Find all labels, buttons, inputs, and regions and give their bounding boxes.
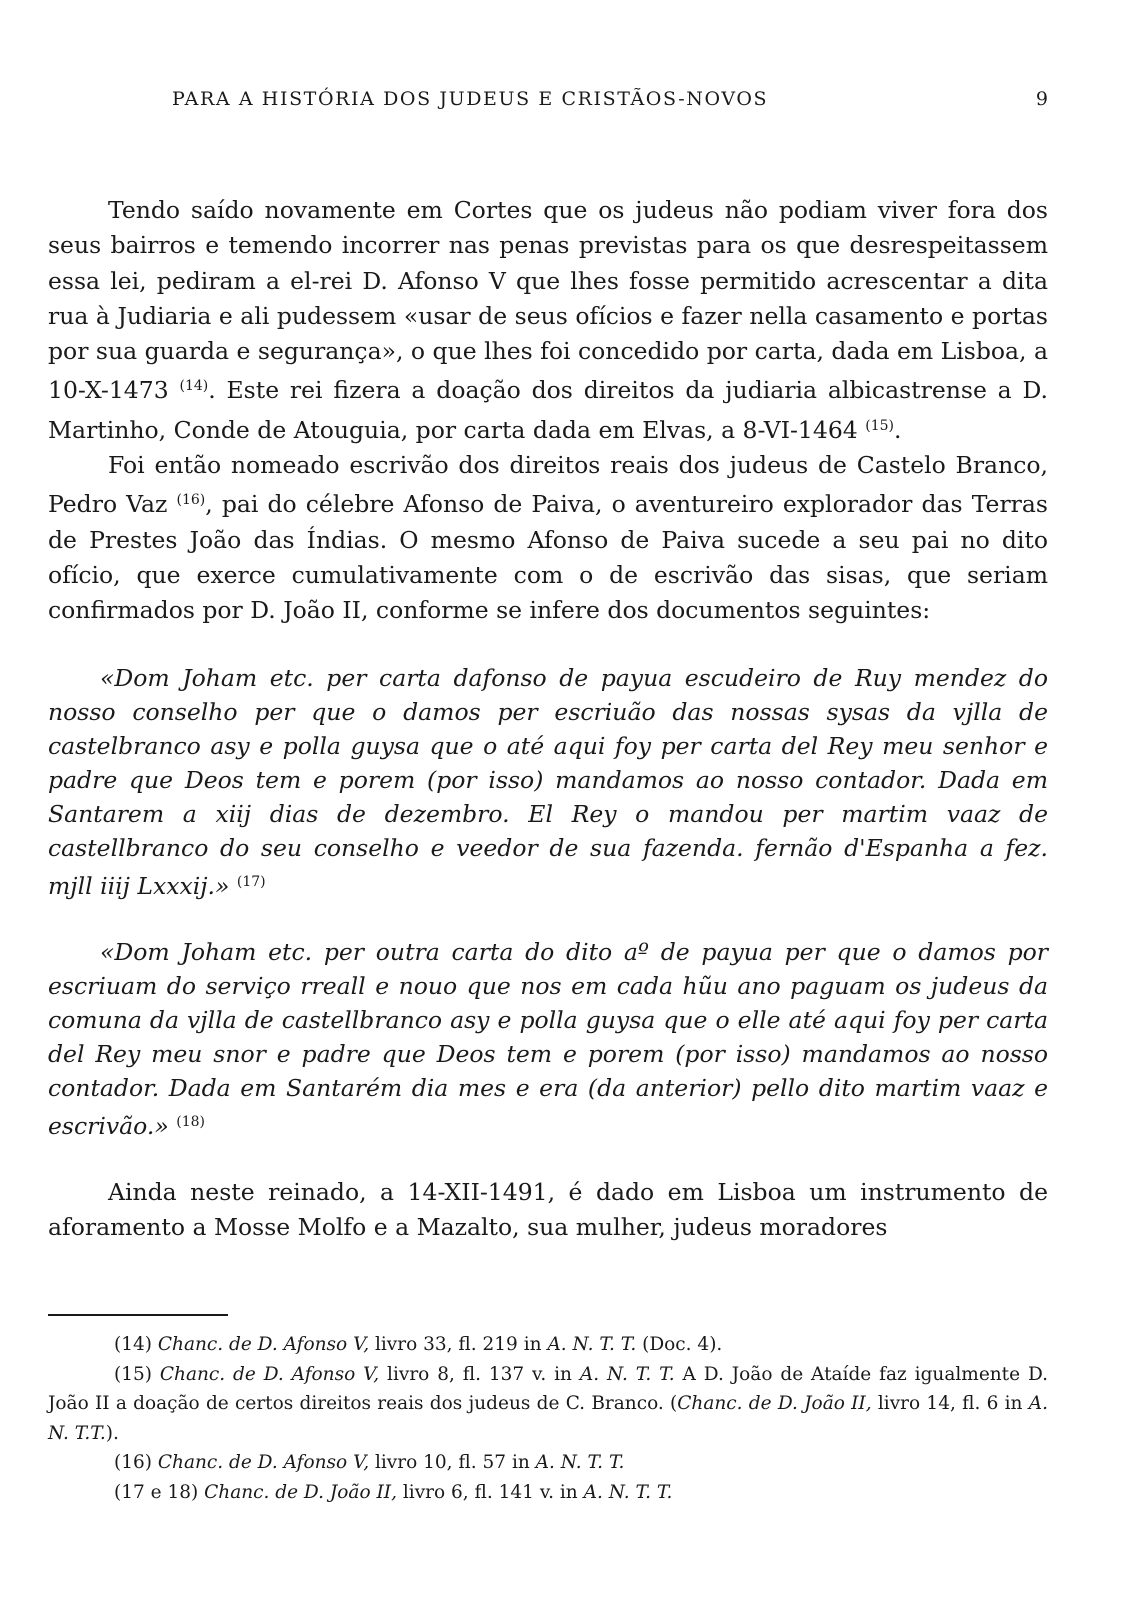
- quote-document-1: [48, 661, 1048, 903]
- footnote-rule: [48, 1314, 228, 1316]
- footnote-text: A D. João de Ataíde faz igualmente D. João II a doação de certos direitos reais dos judeus de C. Branco. (: [48, 1363, 1049, 1414]
- footnote-archive: A. N. T.T.: [48, 1393, 1048, 1444]
- footnote-ref-17: (17): [236, 873, 266, 890]
- footnote-text: livro 6, fl. 141 v. in: [402, 1481, 578, 1503]
- footnote-14: [48, 1330, 1048, 1360]
- running-title: PARA A HISTÓRIA DOS JUDEUS E CRISTÃOS-NOVOS: [172, 88, 769, 110]
- quote-text: «Dom Joham etc. per carta dafonso de payua escudeiro de Ruy mendez do nosso conselho per que o damos per escriuão das nossas sysas da vjlla de castelbranco asy e polla guysa que o até aqui foy per carta del Rey meu senhor e padre que Deos tem e porem (por isso) mandamos ao nosso contador. Dada em Santarem a xiij dias de dezembro. El Rey o mandou per martim vaaz de castellbranco do seu conselho e veedor de sua fazenda. fernão d'Espanha a fez. mjll iiij Lxxxij.»: [48, 663, 1048, 900]
- running-head: [48, 88, 1048, 116]
- footnote-text: livro 8, fl. 137 v. in: [387, 1363, 572, 1385]
- footnote-mark: (16): [114, 1452, 152, 1473]
- main-text: [48, 193, 1048, 1245]
- footnote-text: ).: [105, 1422, 119, 1444]
- footnote-text: (Doc. 4).: [642, 1334, 723, 1355]
- quote-document-2: [48, 935, 1048, 1143]
- paragraph-text: . Este rei fizera a doação dos direitos da judiaria albicastrense a D. Martinho, Conde de Atouguia, por carta dada em Elvas, a 8-VI-1464: [48, 376, 1048, 444]
- footnote-archive: A. N. T. T.: [579, 1363, 675, 1385]
- paragraph-text: .: [893, 415, 902, 444]
- footnote-source: Chanc. de D. Afonso V,: [157, 1334, 370, 1355]
- page-number: 9: [1035, 88, 1048, 110]
- footnote-17-18: [48, 1478, 1048, 1508]
- footnote-source: Chanc. de D. João II,: [204, 1481, 397, 1503]
- footnote-source: Chanc. de D. Afonso V,: [157, 1452, 370, 1473]
- paragraph-text: Foi então nomeado escrivão dos direitos reais dos judeus de Castelo Branco, Pedro Vaz: [48, 451, 1048, 519]
- footnote-ref-16: (16): [176, 492, 206, 509]
- footnote-16: [48, 1448, 1048, 1478]
- paragraph-cortes: [48, 193, 1048, 448]
- footnote-archive: A. N. T. T.: [547, 1334, 637, 1355]
- footnote-archive: A. N. T. T.: [535, 1452, 625, 1473]
- footnote-source: Chanc. de D. João II,: [677, 1393, 872, 1414]
- paragraph-escrivao: [48, 448, 1048, 628]
- paragraph-aforamento: [48, 1175, 1048, 1246]
- footnote-archive: A. N. T. T.: [583, 1481, 673, 1503]
- footnote-source: Chanc. de D. Afonso V,: [159, 1363, 380, 1385]
- footnote-text: livro 14, fl. 6 in: [877, 1393, 1023, 1414]
- footnote-mark: (15): [114, 1363, 152, 1385]
- footnote-text: livro 10, fl. 57 in: [374, 1452, 530, 1473]
- footnote-text: livro 33, fl. 219 in: [374, 1334, 542, 1355]
- footnote-ref-14: (14): [179, 378, 209, 395]
- quote-text: «Dom Joham etc. per outra carta do dito aº de payua per que o damos por escriuam do serviço rreall e nouo que nos em cada hũu ano paguam os judeus da comuna da vjlla de castellbranco asy e polla guysa que o elle até aqui foy per carta del Rey meu snor e padre que Deos tem e porem (por isso) mandamos ao nosso contador. Dada em Santarém dia mes e era (da anterior) pello dito martim vaaz e escrivão.»: [48, 937, 1048, 1140]
- footnotes: [48, 1330, 1048, 1507]
- footnote-mark: (17 e 18): [114, 1481, 199, 1503]
- paragraph-text: Tendo saído novamente em Cortes que os judeus não podiam viver fora dos seus bairros e temendo incorrer nas penas previstas para os que desrespeitassem essa lei, pediram a el-rei D. Afonso V que lhes fosse permitido acrescentar a dita rua à Judiaria e ali pudessem «usar de seus ofícios e fazer nella casamento e portas por sua guarda e segurança», o que lhes foi concedido por carta, dada em Lisboa, a 10-X-1473: [48, 196, 1049, 405]
- paragraph-text: Ainda neste reinado, a 14-XII-1491, é dado em Lisboa um instrumento de aforamento a Mosse Molfo e a Mazalto, sua mulher, judeus moradores: [48, 1177, 1048, 1241]
- footnote-15: [48, 1360, 1048, 1449]
- footnote-ref-18: (18): [176, 1113, 205, 1130]
- footnote-mark: (14): [114, 1334, 152, 1355]
- paragraph-text: , pai do célebre Afonso de Paiva, o aventureiro explorador das Terras de Prestes João das Índias. O mesmo Afonso de Paiva sucede a seu pai no dito ofício, que exerce cumulativamente com o de escrivão das sisas, que seriam confirmados por D. João II, conforme se infere dos documentos seguintes:: [48, 490, 1048, 625]
- footnote-ref-15: (15): [865, 417, 894, 434]
